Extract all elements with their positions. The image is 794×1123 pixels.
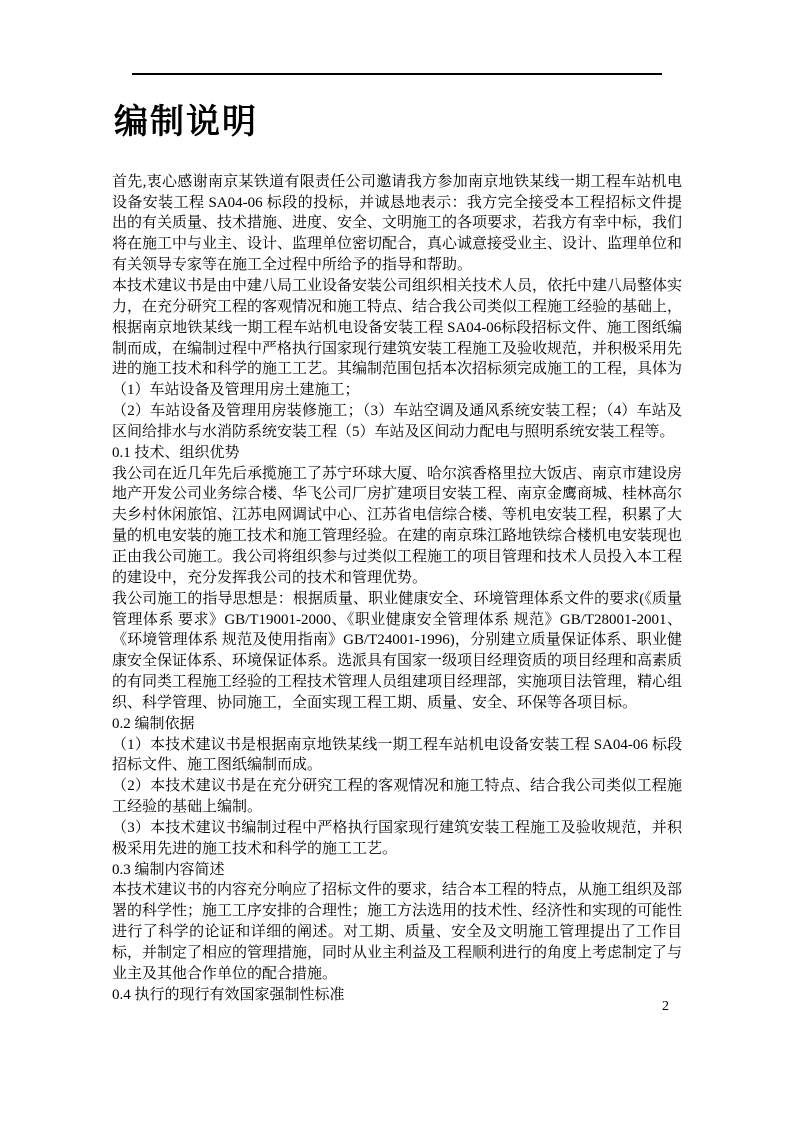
document-body — [112, 0, 682, 1006]
paragraph-scope-items: （2）车站设备及管理用房装修施工；（3）车站空调及通风系统安装工程；（4）车站及区间给排水与水消防系统安装工程（5）车站及区间动力配电与照明系统安装工程等。 — [112, 403, 682, 440]
paragraph-content-summary: 本技术建议书的内容充分响应了招标文件的要求，结合本工程的特点，从施工组织及部署的科学性；施工工序安排的合理性；施工方法选用的技术性、经济性和实现的可能性进行了科学的论证和详细的阐述。对工期、质量、安全及文明施工管理提出了工作目标，并制定了相应的管理措施，同时从业主利益及工程顺利进行的角度上考虑制定了与业主及其他合作单位的配合措施。 — [112, 882, 683, 982]
page-title: 编制说明 — [114, 104, 258, 141]
paragraph-basis-item-3: （3）本技术建议书编制过程中严格执行国家现行建筑安装工程施工及验收规范，并积极采用先进的施工技术和科学的施工工艺。 — [112, 819, 682, 857]
section-heading-0-3: 0.3 编制内容简述 — [112, 861, 225, 878]
section-heading-0-4: 0.4 执行的现行有效国家强制性标准 — [112, 986, 345, 1003]
paragraph-basis-item-2: （2）本技术建议书是在充分研究工程的客观情况和施工特点、结合我公司类似工程施工经验的基础上编制。 — [112, 778, 682, 816]
paragraph-proposal-basis: 本技术建议书是由中建八局工业设备安装公司组织相关技术人员，依托中建八局整体实力，在充分研究工程的客观情况和施工特点、结合我公司类似工程施工经验的基础上，根据南京地铁某线一期工程车站机电设备安装工程 SA04-06标段招标文件、施工图纸编制而成，在编制过程中严格执行国家现行建筑安装工程施工及验收规范，并积极采用先进的施工技术和科学的施工工艺。其编制范围包括本次招标须完成施工的工程，具体为（1）车站设备及管理用房土建施工； — [112, 278, 683, 399]
section-heading-0-1: 0.1 技术、组织优势 — [112, 444, 240, 461]
paragraph-basis-item-1: （1）本技术建议书是根据南京地铁某线一期工程车站机电设备安装工程 SA04-06 标段招标文件、施工图纸编制而成。 — [112, 736, 682, 774]
paragraph-company-experience: 我公司在近几年先后承揽施工了苏宁环球大厦、哈尔滨香格里拉大饭店、南京市建设房地产开发公司业务综合楼、华飞公司厂房扩建项目安装工程、南京金鹰商城、桂林高尔夫乡村休闲旅馆、江苏电网调试中心、江苏省电信综合楼、等机电安装工程，积累了大量的机电安装的施工技术和施工管理经验。在建的南京珠江路地铁综合楼机电安装现也正由我公司施工。我公司将组织参与过类似工程施工的项目管理和技术人员投入本工程的建设中，充分发挥我公司的技术和管理优势。 — [112, 465, 683, 586]
paragraph-intro: 首先,衷心感谢南京某铁道有限责任公司邀请我方参加南京地铁某线一期工程车站机电设备安装工程 SA04-06 标段的投标，并诚恳地表示：我方完全接受本工程招标文件提出的有关质量、技术措施、进度、安全、文明施工的各项要求，若我方有幸中标，我们将在施工中与业主、设计、监理单位密切配合，真心诚意接受业主、设计、监理单位和有关领导专家等在施工全过程中所给予的指导和帮助。 — [112, 173, 683, 274]
page-number: 2 — [662, 999, 669, 1014]
paragraph-guiding-ideology: 我公司施工的指导思想是：根据质量、职业健康安全、环境管理体系文件的要求(《质量管理体系 要求》GB/T19001-2000、《职业健康安全管理体系 规范》GB/T28001-2001、《环境管理体系 规范及使用指南》GB/T24001-1996)，分别建立质量保证体系、职业健康安全保证体系、环境保证体系。选派具有国家一级项目经理资质的项目经理和高素质的有同类工程施工经验的工程技术管理人员组建项目经理部，实施项目法管理，精心组织、科学管理、协同施工，全面实现工程工期、质量、安全、环保等各项目标。 — [112, 590, 683, 711]
section-heading-0-2: 0.2 编制依据 — [112, 715, 195, 732]
